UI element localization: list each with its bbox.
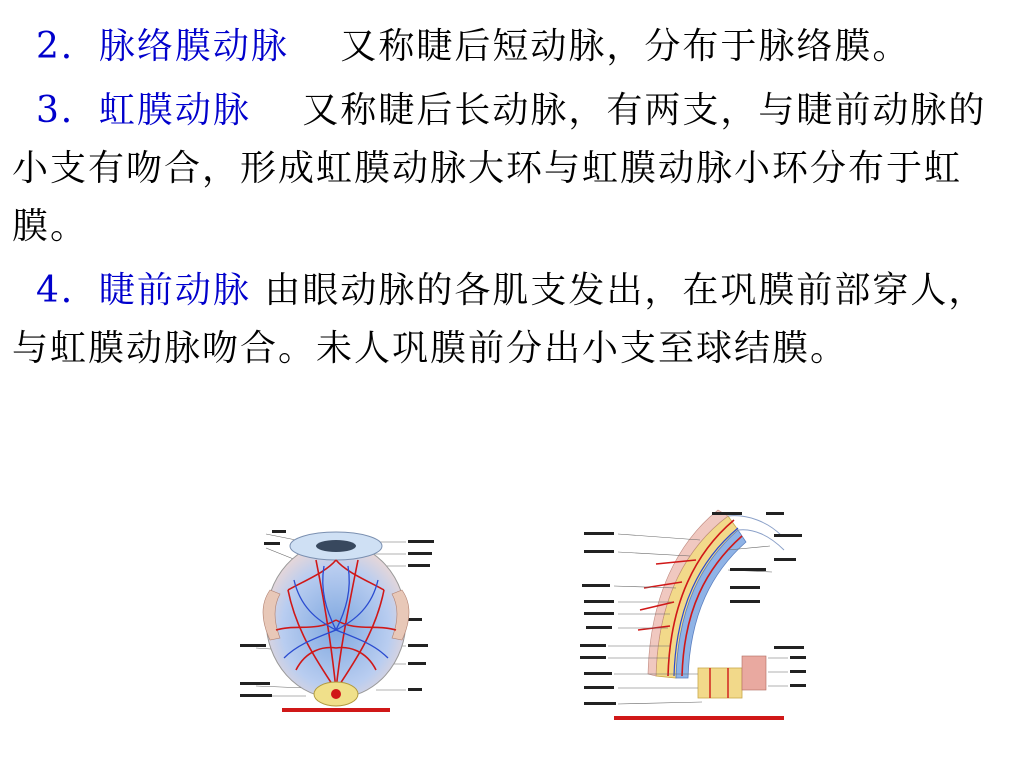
main-text: [12, 18, 1012, 384]
paragraph-iris-artery: [12, 82, 1012, 256]
eyeball-vessels-figure: [236, 520, 436, 720]
paragraph-body: 又称睫后短动脉，分布于脉络膜。: [288, 26, 911, 67]
paragraph-anterior-ciliary-artery: [12, 262, 1012, 378]
paragraph-choroidal-artery: [12, 18, 1012, 76]
paragraph-body: 由眼动脉的各肌支发出，在巩膜前部穿人，与虹膜动脉吻合。未人巩膜前分出小支至球结膜。: [12, 270, 987, 369]
paragraph-heading: 2．脉络膜动脉: [36, 26, 289, 67]
eye-section-illustration: [578, 506, 808, 728]
paragraph-body: 又称睫后长动脉，有两支，与睫前动脉的小支有吻合，形成虹膜动脉大环与虹膜动脉小环分布于虹膜。: [12, 90, 987, 247]
eyeball-vessels-illustration: [236, 520, 436, 720]
paragraph-heading: 3．虹膜动脉: [36, 90, 251, 131]
eye-section-vessels-figure: [578, 506, 808, 728]
paragraph-heading: 4．睫前动脉: [36, 270, 251, 311]
